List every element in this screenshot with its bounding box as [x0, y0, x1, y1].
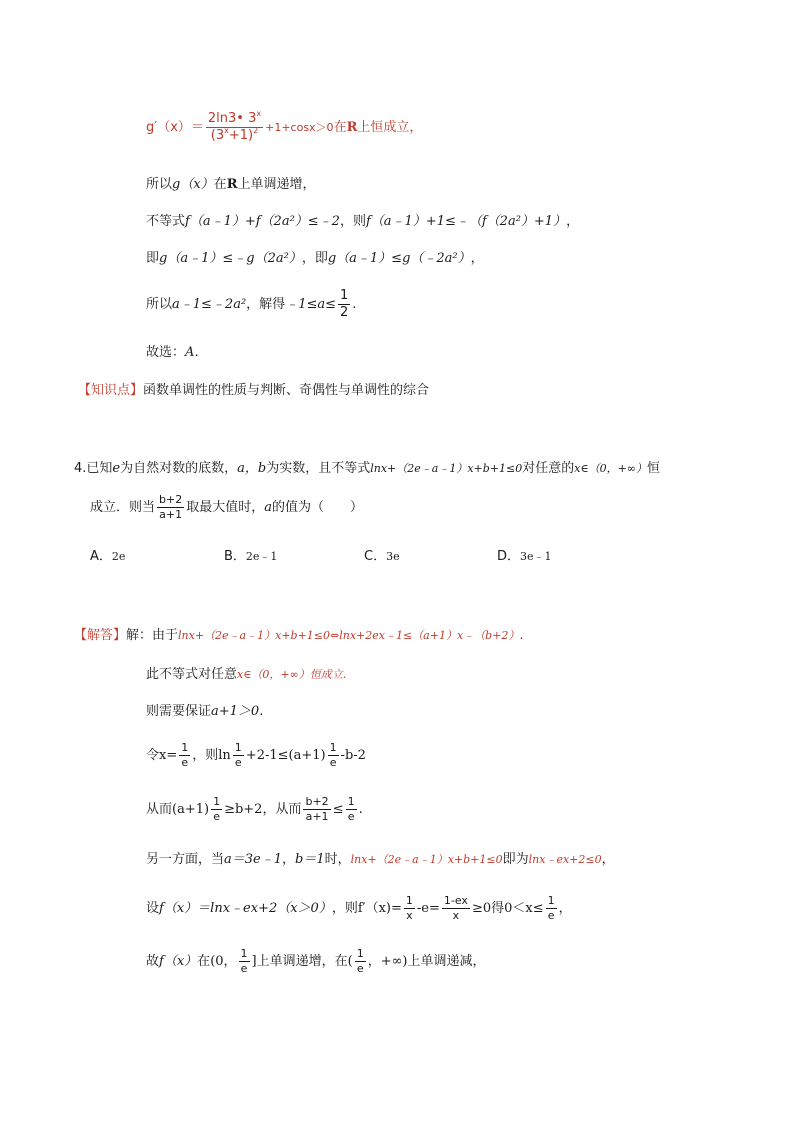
inequality-line: 不等式 f（a﹣1）+f（2a²）≤﹣2 ，则 f（a﹣1）+1≤﹣（f（2a²）+1） ， [146, 214, 580, 229]
question-line-2: 成立．则当 $\frac{b+2}{a+1}$ 取最大值时， a 的值为（ ） [90, 493, 364, 521]
answer-tag: 【解答】 [74, 628, 127, 643]
monotone-line: 所以 g（x） 在 R 上单调递增， [146, 177, 316, 192]
gprime-line: g′（x）＝ $\frac{2\ln 3• 3^x}{(3^x+1)^2}$ +1+cosx＞0 在 R 上恒成立， [146, 109, 423, 143]
answer-line-4: 令 x= $\frac{1}{e}$ ，则 ln $\frac{1}{e}$ +2-1≤(a+1) $\frac{1}{e}$ -b-2 [146, 741, 366, 769]
answer-line-2: 此不等式对任意 x∈（0，+∞）恒成立. [146, 667, 347, 682]
knowledge-text: 函数单调性的性质与判断、奇偶性与单调性的综合 [143, 383, 430, 398]
answer-line-7: 设 f（x）＝lnx﹣ex+2（x＞0） ，则 f′（x)= $\frac{1}{x}$ -e= $\frac{1-ex}{x}$ ≥0 得 0＜x≤ $\frac{1}{e}$ ， [146, 894, 572, 922]
gprime-lhs: g′（x）＝ [146, 119, 204, 135]
solve-line: 所以 a﹣1≤﹣2a² ，解得 ﹣1≤a≤ $\frac{1}{2}$ . [146, 288, 357, 320]
gprime-fraction: $\frac{2\ln 3• 3^x}{(3^x+1)^2}$ [207, 109, 262, 143]
answer-line-5: 从而 (a+1) $\frac{1}{e}$ ≥b+2 ，从而 $\frac{b+2}{a+1}$ ≤ $\frac{1}{e}$ . [146, 795, 363, 823]
equivalent-line: 即 g（a﹣1）≤﹣g（2a²） ，即 g（a﹣1）≤g（﹣2a²） ， [146, 251, 484, 266]
gprime-rhs: +1+cosx＞0 [265, 120, 334, 134]
choice-line: 故选： A． [146, 345, 208, 360]
answer-line-6: 另一方面，当 a＝3e﹣1 ， b＝1 时， lnx+（2e﹣a﹣1）x+b+1≤0 即为 lnx﹣ex+2≤0 ， [146, 852, 615, 867]
question-line-1: 4. 已知 e 为自然对数的底数， a，b 为实数，且不等式 lnx+（2e﹣a﹣1）x+b+1≤0 对任意的 x∈（0，+∞） 恒 [74, 461, 660, 476]
option-a[interactable]: A． 2e [90, 549, 126, 564]
question-number: 4. [74, 461, 87, 476]
option-c[interactable]: C． 3e [364, 549, 400, 564]
option-b[interactable]: B． 2e﹣1 [224, 549, 278, 564]
answer-line-1: 【解答】 解：由于 lnx+（2e﹣a﹣1）x+b+1≤0⇔lnx+2ex﹣1≤（a+1）x﹣（b+2） . [74, 628, 524, 643]
knowledge-tag: 【知识点】 [78, 383, 144, 398]
half-fraction: $\frac{1}{2}$ [340, 288, 349, 320]
knowledge-point [78, 384, 429, 397]
question-fraction: $\frac{b+2}{a+1}$ [159, 493, 183, 521]
answer-line-3: 则需要保证 a+1＞0 . [146, 704, 264, 719]
option-d[interactable]: D． 3e﹣1 [497, 549, 552, 564]
answer-line-8: 故 f（x） 在 (0， $\frac{1}{e}$ ] 上单调递增，在 ( $\frac{1}{e}$ ，+∞) 上单调递减， [146, 947, 486, 975]
